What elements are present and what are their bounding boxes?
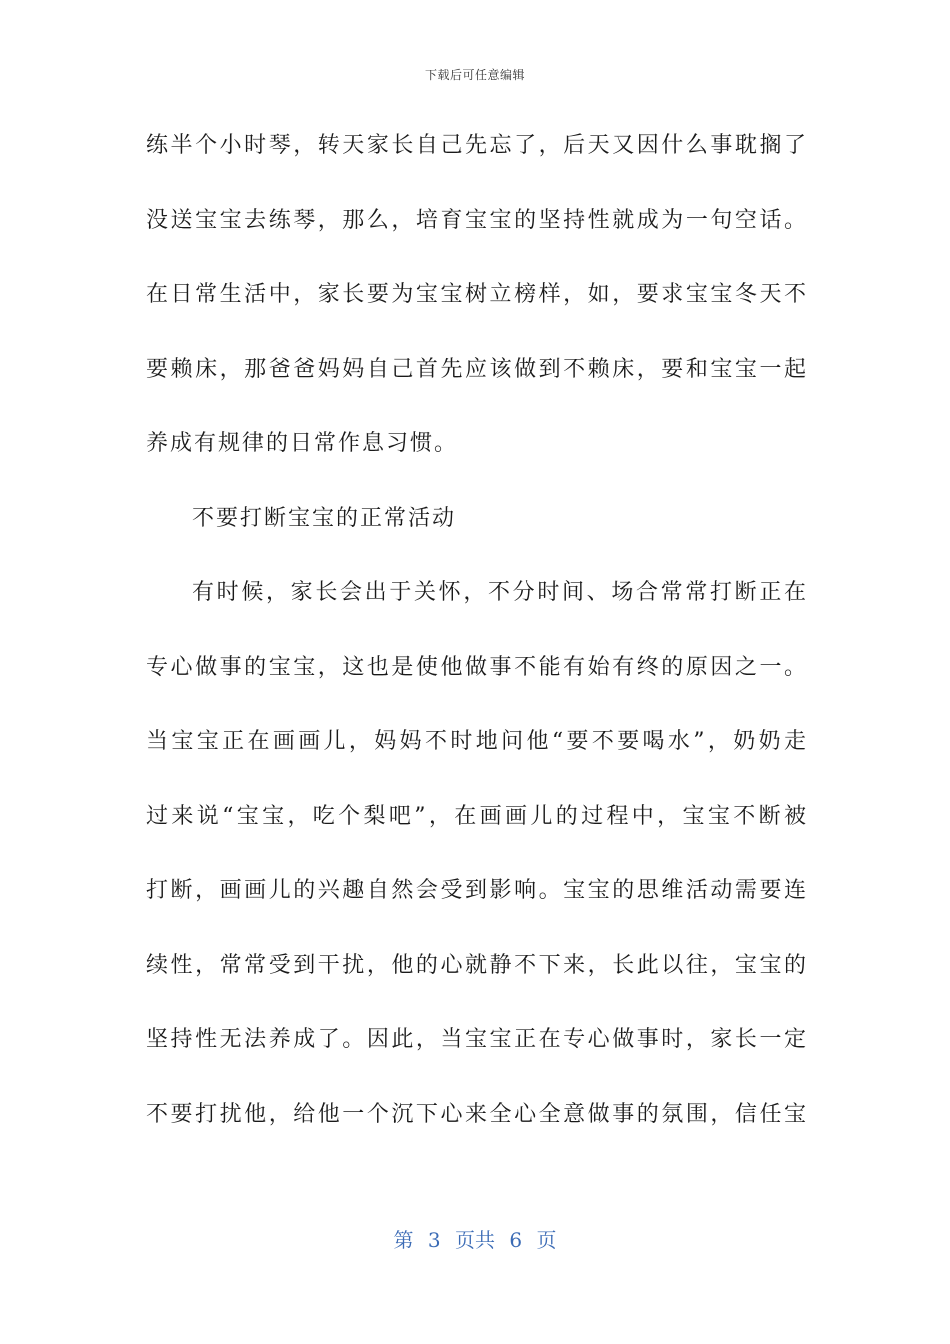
body-line: 要赖床，那爸爸妈妈自己首先应该做到不赖床，要和宝宝一起 — [146, 356, 806, 382]
body-line: 有时候，家长会出于关怀，不分时间、场合常常打断正在 — [192, 580, 806, 605]
body-line: 续性，常常受到干扰，他的心就静不下来，长此以往，宝宝的 — [146, 952, 806, 978]
body-line: 练半个小时琴，转天家长自己先忘了，后天又因什么事耽搁了 — [146, 133, 806, 158]
body-line: 养成有规律的日常作息习惯。 — [146, 431, 459, 456]
page-footer — [0, 1224, 950, 1253]
footer-current-page: 3 — [427, 1228, 441, 1252]
body-line: 当宝宝正在画画儿，妈妈不时地问他“要不要喝水”，奶奶走 — [146, 729, 806, 754]
body-line: 过来说“宝宝，吃个梨吧”，在画画儿的过程中，宝宝不断被 — [146, 803, 806, 829]
footer-middle: 页共 — [455, 1228, 495, 1252]
body-line: 没送宝宝去练琴，那么，培育宝宝的坚持性就成为一句空话。 — [146, 207, 806, 233]
body-line: 不要打扰他，给他一个沉下心来全心全意做事的氛围，信任宝 — [146, 1101, 806, 1127]
footer-total-pages: 6 — [509, 1228, 523, 1252]
body-line: 打断，画画儿的兴趣自然会受到影响。宝宝的思维活动需要连 — [146, 878, 806, 903]
document-body — [146, 120, 806, 1163]
body-line: 坚持性无法养成了。因此，当宝宝正在专心做事时，家长一定 — [146, 1027, 806, 1052]
body-line: 专心做事的宝宝，这也是使他做事不能有始有终的原因之一。 — [146, 654, 806, 680]
footer-prefix: 第 — [393, 1228, 414, 1252]
page-header-note: 下载后可任意编辑 — [424, 68, 525, 82]
section-heading: 不要打断宝宝的正常活动 — [192, 505, 457, 531]
body-line: 在日常生活中，家长要为宝宝树立榜样，如，要求宝宝冬天不 — [146, 282, 806, 307]
footer-suffix: 页 — [536, 1228, 557, 1252]
